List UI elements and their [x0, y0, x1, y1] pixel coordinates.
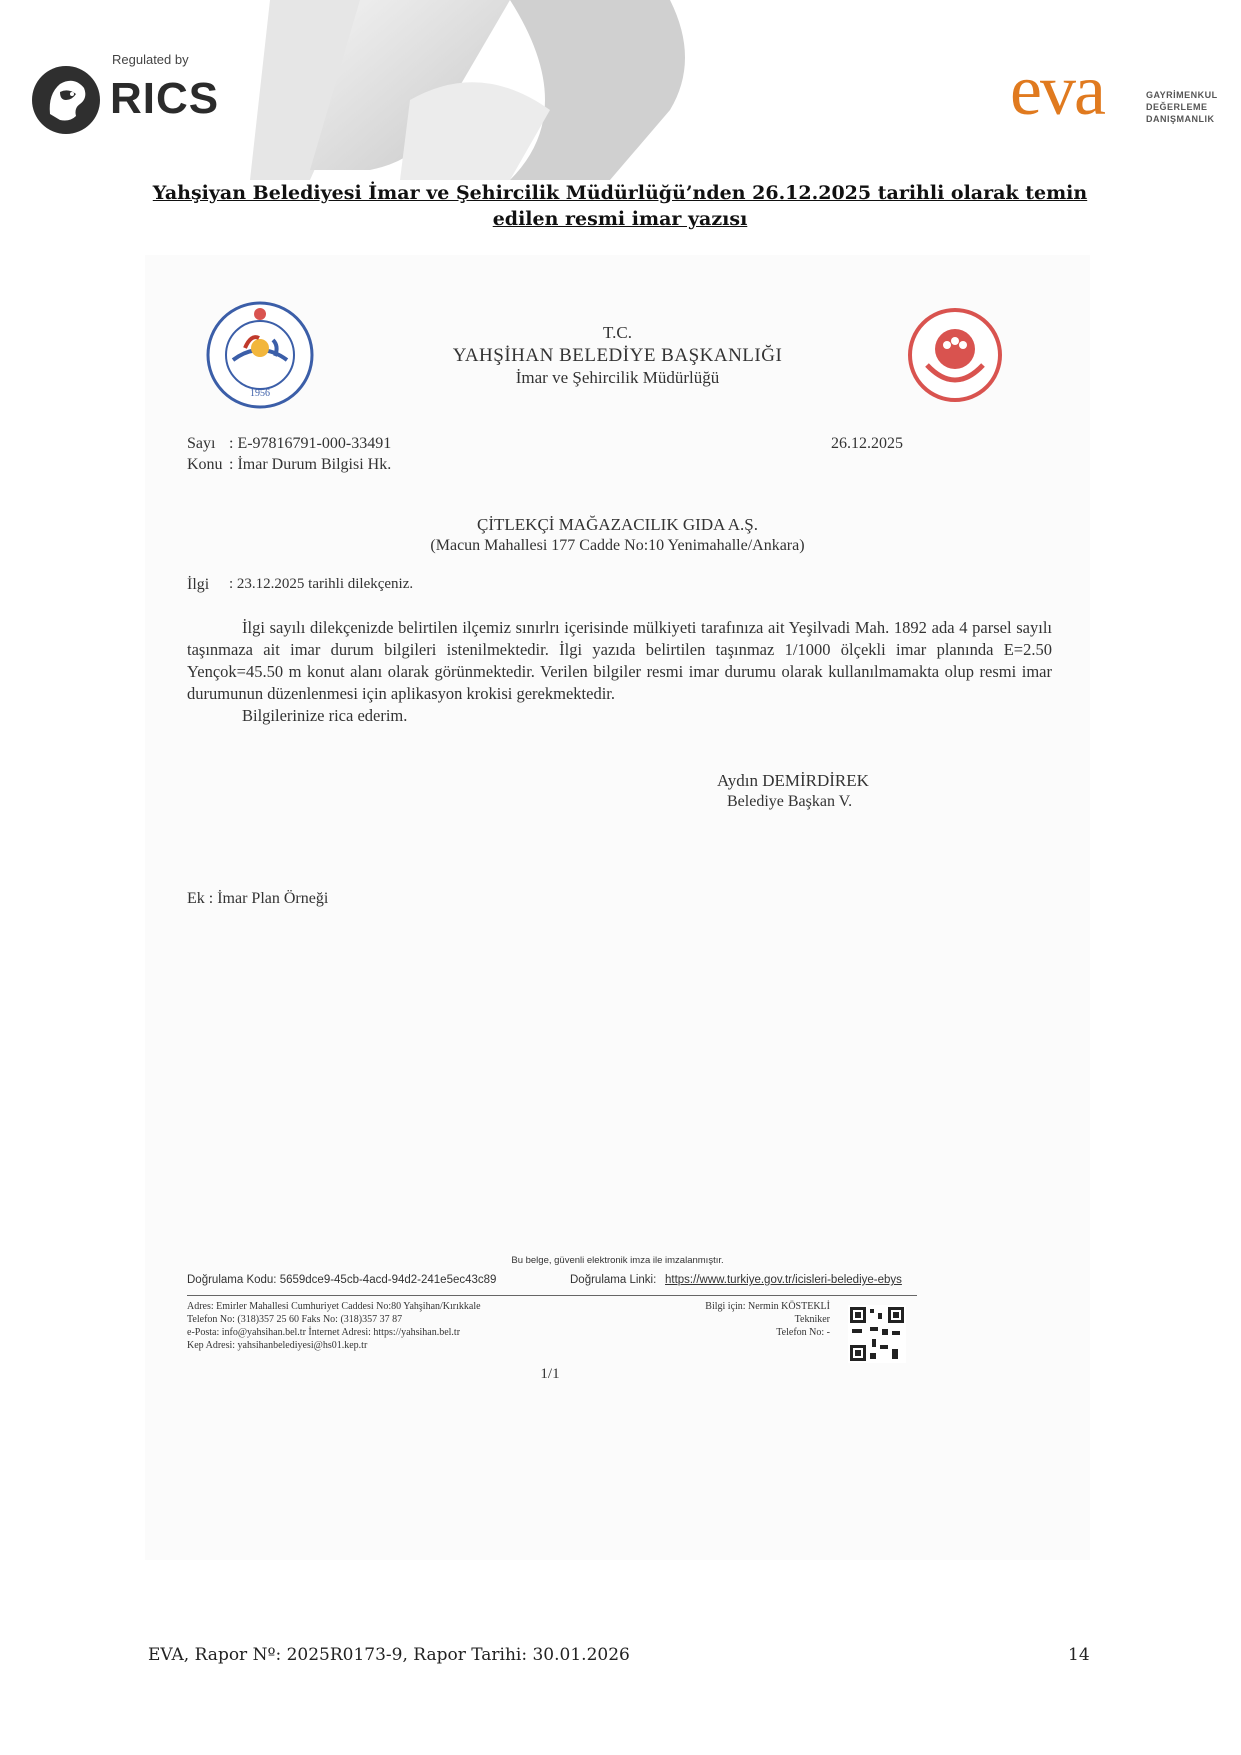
- svg-text:1956: 1956: [250, 388, 270, 399]
- address-block: Adres: Emirler Mahallesi Cumhuriyet Caddesi No:80 Yahşihan/Kırıkkale Telefon No: (318)357 25 60 Faks No: (318)357 37 87 e-Posta: info@yahsihan.bel.tr İnternet Adresi: https://yahsihan.bel.tr Kep Adresi: yahsihanbelediyesi@hs01.kep.tr: [187, 1301, 481, 1351]
- attachment-note: Ek : İmar Plan Örneği: [187, 890, 329, 907]
- rics-regulated-label: Regulated by: [112, 52, 189, 67]
- eva-logo: [1010, 50, 1230, 145]
- eva-wordmark: eva: [1010, 50, 1104, 130]
- family-year-seal: [905, 305, 1005, 409]
- recipient-address: (Macun Mahallesi 177 Cadde No:10 Yenimahalle/Ankara): [430, 537, 805, 554]
- letter-tc: T.C.: [603, 323, 632, 342]
- letter-authority: YAHŞİHAN BELEDİYE BAŞKANLIĞI: [452, 345, 783, 366]
- eva-subtitle: GAYRİMENKUL DEĞERLEME DANIŞMANLIK: [1146, 90, 1218, 124]
- page-number: 14: [1068, 1645, 1090, 1665]
- letter-date: 26.12.2025: [831, 435, 903, 452]
- letter-page-number: 1/1: [540, 1366, 560, 1382]
- ilgi-value: : 23.12.2025 tarihli dilekçeniz.: [229, 576, 414, 592]
- letter-department: İmar ve Şehircilik Müdürlüğü: [515, 368, 720, 387]
- recipient-name: ÇİTLEKÇİ MAĞAZACILIK GIDA A.Ş.: [477, 515, 758, 534]
- konu-label: Konu: [187, 456, 223, 473]
- rics-logo: [30, 52, 250, 142]
- contact-block: Bilgi için: Nermin KÖSTEKLİ Tekniker Telefon No: -: [705, 1301, 830, 1338]
- letter-body: [187, 617, 1052, 727]
- footer-divider: [187, 1295, 917, 1296]
- esign-note: Bu belge, güvenli elektronik imza ile imzalanmıştır.: [511, 1255, 724, 1266]
- scanned-letter: [145, 255, 1090, 1560]
- header-decoration: [250, 0, 750, 180]
- ilgi-label: İlgi: [187, 576, 210, 593]
- sayi-label: Sayı: [187, 435, 216, 452]
- letter-closing: Bilgilerinize rica ederim.: [242, 706, 408, 725]
- page-heading: Yahşiyan Belediyesi İmar ve Şehircilik Müdürlüğü’nden 26.12.2025 tarihli olarak temin edilen resmi imar yazısı: [152, 182, 1088, 230]
- signer-title: Belediye Başkan V.: [727, 793, 853, 810]
- signer-name: Aydın DEMİRDİREK: [717, 771, 869, 790]
- konu-value: : İmar Durum Bilgisi Hk.: [229, 456, 392, 473]
- verify-link-label: Doğrulama Linki:: [570, 1274, 657, 1286]
- rics-wordmark: RICS: [110, 74, 220, 123]
- verify-link[interactable]: https://www.turkiye.gov.tr/icisleri-belediye-ebys: [665, 1274, 902, 1286]
- sayi-value: : E-97816791-000-33491: [229, 435, 392, 452]
- verify-code: Doğrulama Kodu: 5659dce9-45cb-4acd-94d2-241e5ec43c89: [187, 1274, 497, 1286]
- report-footer: EVA, Rapor Nº: 2025R0173-9, Rapor Tarihi: 30.01.2026: [148, 1645, 630, 1665]
- letter-paragraph: İlgi sayılı dilekçenizde belirtilen ilçemiz sınırlrı içerisinde mülkiyeti tarafınıza ait Yeşilvadi Mah. 1892 ada 4 parsel sayılı taşınmaza ait imar durum bilgileri istenilmektedir. İlgi yazıda belirtilen taşınmaz 1/1000 ölçekli imar planında E=2.50 Yençok=45.50 m konut alanı olarak görünmektedir. Verilen bilgiler resmi imar durumu olarak kullanılmamakta olup resmi imar durumunun düzenlenmesi için aplikasyon krokisi gerekmektedir.: [187, 618, 1052, 703]
- qr-code-icon: [848, 1305, 910, 1367]
- lion-icon: [30, 64, 102, 140]
